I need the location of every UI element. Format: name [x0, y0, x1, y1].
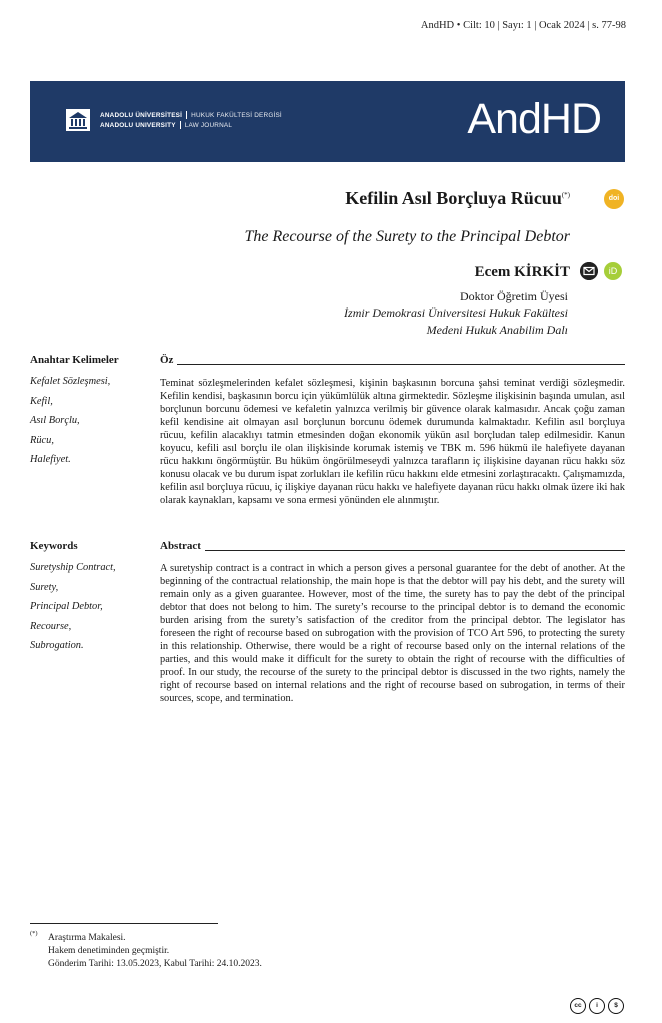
- cc-license-icon[interactable]: cc: [570, 998, 586, 1014]
- author-position: Doktor Öğretim Üyesi: [460, 289, 568, 303]
- university-name: ANADOLU ÜNİVERSİTESİ HUKUK FAKÜLTESİ DERGİSİ ANADOLU UNIVERSITY LAW JOURNAL: [100, 112, 282, 129]
- orcid-icon[interactable]: iD: [604, 262, 622, 280]
- footnote-line: Gönderim Tarihi: 13.05.2023, Kabul Tarihi: 24.10.2023.: [48, 958, 262, 969]
- keyword-item: Surety,: [30, 581, 59, 593]
- keyword-item: Recourse,: [30, 620, 72, 632]
- footnote-marker: (*): [30, 930, 38, 937]
- keyword-item: Asıl Borçlu,: [30, 415, 80, 427]
- author-university: İzmir Demokrasi Üniversitesi Hukuk Fakültesi: [344, 306, 568, 320]
- abstract-text: A suretyship contract is a contract in which a person gives a personal guarantee for the debt of another. At the beginning of the contractual relationship, the main hope is that the debtor will pay his debt, and the surety will remain only as a given guarantee. However, most of the time, the surety has to pay the debt of the principal debtor that does not belong to him. The surety’s recourse to the principal debtor is to demand the economic burden arising from the surety’s satisfaction of the creditor from the principal debtor. The legislator has foreseen the right of recourse based on subrogation with the provision of TCO Art 596, to protecting the surety in this relationship. Otherwise, there would be a right of recourse based only on the internal relations of the parties, and this would make it difficult for the surety to obtain the right of recourse with the difficulties of proof. In our study, the recourse of the surety to the principal debtor is discussed in the two rights, namely the right of recourse based on internal relations and the right of recourse based on subrogation, in terms of their sources, scope, and termination.: [160, 563, 625, 704]
- university-logo-icon: [66, 109, 90, 131]
- keyword-item: Rücu,: [30, 434, 54, 446]
- journal-brand: AndHD: [467, 95, 601, 143]
- abstract-heading: Abstract: [160, 540, 625, 554]
- footnote-line: Araştırma Makalesi.: [48, 933, 126, 943]
- keyword-item: Kefalet Sözleşmesi,: [30, 376, 111, 387]
- keywords-tr-list: [30, 372, 110, 470]
- article-title-en: The Recourse of the Surety to the Principal Debtor: [244, 228, 570, 245]
- cc-by-icon[interactable]: i: [589, 998, 605, 1014]
- cc-nc-icon[interactable]: $: [608, 998, 624, 1014]
- keyword-item: Halefiyet.: [30, 454, 71, 466]
- footnote-line: Hakem denetiminden geçmiştir.: [48, 945, 170, 956]
- oz-text: Teminat sözleşmelerinden kefalet sözleşmesi, kişinin başkasının borcuna şahsi teminat verdiği sözleşmedir. Kefilin kendisi, başkasının borcu için yükümlülük altına girmektedir. Sözleşme ilişkisinin başında umulan, asıl borçlunun borcunu ödemesi ve kefaletin yalnızca verilmiş bir güvence olarak kalmasıdır. Ancak çoğu zaman kefil kendisine ait olmayan asıl borçlunun borcunu ödemek durumunda kalmaktadır. Kefilin asıl borçluya rücuu, kefilin alacaklıyı tatmin etmesinden doğan ekonomik yükün asıl borçludan talep edilmesidir. Kanun koyucu, kefili asıl borçlu ile olan ilişkisinde korumak istemiş ve TBK m. 596 hükmü ile halefiyete dayanan rücu hakkını öngörmüştür. Bu hüküm öngörülmeseydi yalnızca tarafların iç ilişkisine dayanan rücu hakkı söz konusu olacak ve bu durum ispat zorlukları ile kefilin rücu hakkını elde etmesini zorlaştıracaktı. Çalışmamızda, kefilin asıl borçluya rücuu, iç ilişkiye dayanan rücu hakkı ve halefiyete dayanan rücu hakkı olmak üzere iki hak olarak kaynakları, kapsamı ve sona ermesi yönünden ele alınmıştır.: [160, 378, 625, 506]
- oz-heading: Öz: [160, 354, 625, 368]
- email-icon[interactable]: [580, 262, 598, 280]
- author-name: Ecem KİRKİT: [474, 264, 570, 280]
- footnote: [48, 932, 262, 970]
- keywords-en-list: [30, 558, 116, 656]
- keywords-en-heading: Keywords: [30, 540, 78, 552]
- footnote-divider: [30, 923, 218, 924]
- keyword-item: Subrogation.: [30, 640, 84, 652]
- journal-reference: AndHD • Cilt: 10 | Sayı: 1 | Ocak 2024 | s. 77-98: [420, 20, 626, 31]
- keyword-item: Suretyship Contract,: [30, 562, 116, 573]
- keywords-tr-heading: Anahtar Kelimeler: [30, 354, 119, 366]
- keyword-item: Principal Debtor,: [30, 601, 103, 613]
- keyword-item: Kefil,: [30, 395, 53, 407]
- title-footnote-marker: (*): [561, 191, 570, 199]
- author-department: Medeni Hukuk Anabilim Dalı: [426, 323, 568, 337]
- article-title-tr: Kefilin Asıl Borçluya Rücuu(*): [345, 188, 570, 208]
- doi-icon[interactable]: doi: [604, 189, 624, 209]
- journal-banner: [30, 81, 625, 162]
